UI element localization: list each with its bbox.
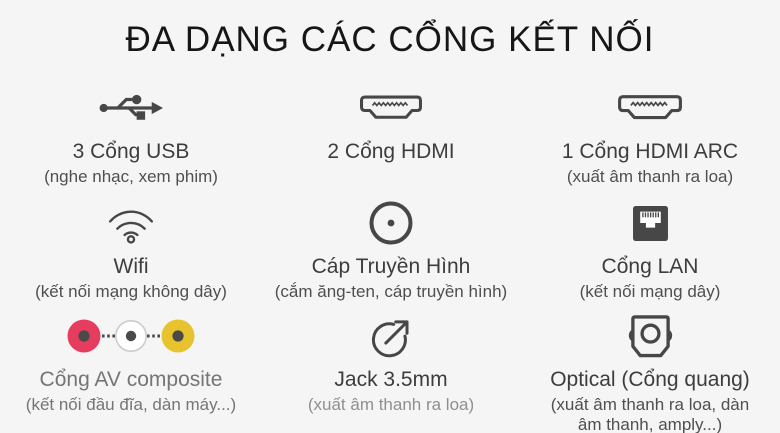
page-title: ĐA DẠNG CÁC CỔNG KẾT NỐI <box>125 20 655 59</box>
ports-grid <box>0 84 780 433</box>
port-label: Jack 3.5mm <box>334 368 448 391</box>
hdmi-icon <box>359 84 423 132</box>
coax-antenna-icon <box>368 199 414 247</box>
port-item-wifi <box>0 199 262 312</box>
port-item-av-composite <box>0 312 262 433</box>
port-label: 2 Cổng HDMI <box>327 140 455 163</box>
port-item-usb <box>0 84 262 199</box>
port-sublabel: (xuất âm thanh ra loa) <box>307 395 475 415</box>
port-label: 1 Cổng HDMI ARC <box>561 140 739 163</box>
port-label: 3 Cổng USB <box>72 140 190 163</box>
port-item-jack-35mm <box>262 312 520 433</box>
port-label: Cổng LAN <box>601 255 699 278</box>
usb-icon <box>99 84 163 132</box>
port-sublabel: (cắm ăng-ten, cáp truyền hình) <box>274 282 508 302</box>
port-item-cable-tv <box>262 199 520 312</box>
hdmi-arc-icon <box>617 84 683 132</box>
lan-port-icon <box>632 199 669 247</box>
port-label: Cáp Truyền Hình <box>311 255 471 278</box>
wifi-icon <box>107 199 155 247</box>
port-item-optical <box>520 312 780 433</box>
port-item-hdmi <box>262 84 520 199</box>
port-sublabel: (kết nối đầu đĩa, dàn máy...) <box>25 395 237 415</box>
optical-icon <box>622 312 679 360</box>
port-sublabel: (xuất âm thanh ra loa) <box>566 167 734 187</box>
port-item-lan <box>520 199 780 312</box>
port-sublabel: (xuất âm thanh ra loa, dàn âm thanh, amply...) <box>550 395 750 433</box>
port-label: Optical (Cổng quang) <box>550 368 750 391</box>
port-sublabel: (kết nối mạng dây) <box>579 282 721 302</box>
av-composite-icon <box>67 312 195 360</box>
port-label: Wifi <box>113 255 149 278</box>
port-item-hdmi-arc <box>520 84 780 199</box>
jack-35mm-icon <box>368 312 415 360</box>
port-sublabel: (kết nối mạng không dây) <box>35 282 227 302</box>
port-sublabel: (nghe nhạc, xem phim) <box>44 167 218 187</box>
port-label: Cổng AV composite <box>39 368 223 391</box>
